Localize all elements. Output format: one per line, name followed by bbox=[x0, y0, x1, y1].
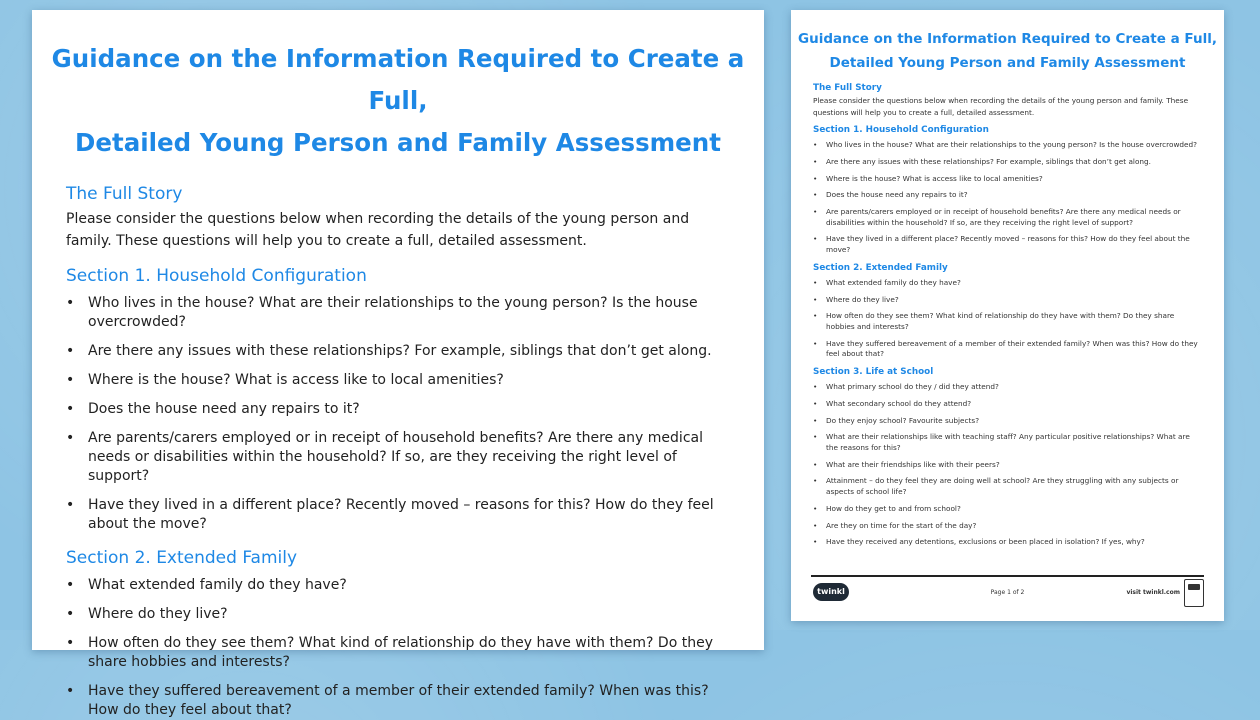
preview-section-3-heading: Section 3. Life at School bbox=[813, 366, 934, 377]
document-page-zoomed bbox=[32, 10, 764, 718]
list-item: • Have they suffered bereavement of a member of their extended family? When was this? How do they feel about that? bbox=[813, 339, 1202, 360]
list-item: • Does the house need any repairs to it? bbox=[813, 190, 1202, 201]
list-item: • Where do they live? bbox=[813, 295, 1202, 306]
list-item: • Who lives in the house? What are their relationships to the young person? Is the house overcrowded? bbox=[813, 140, 1202, 151]
preview-title-line-2: Detailed Young Person and Family Assessment bbox=[829, 55, 1186, 71]
preview-section-2-list bbox=[813, 278, 1202, 360]
preview-section-1-heading: Section 1. Household Configuration bbox=[813, 125, 989, 135]
list-item: • Does the house need any repairs to it? bbox=[66, 400, 730, 419]
document-title-line-2: Detailed Young Person and Family Assessment bbox=[75, 128, 721, 157]
full-story-heading: The Full Story bbox=[66, 184, 183, 204]
section-2-heading: Section 2. Extended Family bbox=[66, 548, 298, 568]
page-number: Page 1 of 2 bbox=[990, 589, 1025, 596]
preview-full-story-heading: The Full Story bbox=[813, 83, 882, 93]
document-title-line-1: Guidance on the Information Required to Create a Full, bbox=[51, 44, 745, 115]
list-item: • How often do they see them? What kind of relationship do they have with them? Do they share hobbies and interests? bbox=[66, 634, 730, 672]
full-story-text: Please consider the questions below when recording the details of the young person and family. These questions will help you to create a full, detailed assessment. bbox=[66, 211, 690, 249]
footer-divider bbox=[811, 575, 1204, 577]
section-1-list bbox=[66, 294, 730, 534]
list-item: • Have they lived in a different place? Recently moved – reasons for this? How do they feel about the move? bbox=[66, 496, 730, 534]
list-item: • What are their friendships like with their peers? bbox=[813, 460, 1202, 471]
list-item: • Are there any issues with these relationships? For example, siblings that don’t get along. bbox=[66, 342, 730, 361]
document-page-preview bbox=[791, 10, 1224, 621]
preview-section-3-list bbox=[813, 382, 1202, 548]
list-item: • Where do they live? bbox=[66, 605, 730, 624]
list-item: • How do they get to and from school? bbox=[813, 504, 1202, 515]
twinkl-logo: twinkl bbox=[813, 583, 849, 601]
list-item: • What secondary school do they attend? bbox=[813, 399, 1202, 410]
document-title bbox=[32, 38, 764, 164]
list-item: • What are their relationships like with teaching staff? Any particular positive relationships? What are the reasons for this? bbox=[813, 432, 1202, 453]
list-item: • What primary school do they / did they attend? bbox=[813, 382, 1202, 393]
section-2-list bbox=[66, 576, 730, 720]
list-item: • Where is the house? What is access like to local amenities? bbox=[813, 174, 1202, 185]
list-item: • Have they received any detentions, exclusions or been placed in isolation? If yes, why? bbox=[813, 537, 1202, 548]
list-item: • Have they lived in a different place? Recently moved – reasons for this? How do they feel about the move? bbox=[813, 234, 1202, 255]
site-link: visit twinkl.com bbox=[1126, 589, 1180, 596]
document-body bbox=[32, 182, 764, 720]
list-item: • Are parents/carers employed or in receipt of household benefits? Are there any medical needs or disabilities within the household? If so, are they receiving the right level of support? bbox=[813, 207, 1202, 228]
list-item: • Are they on time for the start of the day? bbox=[813, 521, 1202, 532]
list-item: • Are there any issues with these relationships? For example, siblings that don’t get along. bbox=[813, 157, 1202, 168]
preview-section-1-list bbox=[813, 140, 1202, 255]
section-1-heading: Section 1. Household Configuration bbox=[66, 266, 367, 286]
list-item: • Do they enjoy school? Favourite subjects? bbox=[813, 416, 1202, 427]
preview-title bbox=[791, 27, 1224, 75]
list-item: • What extended family do they have? bbox=[66, 576, 730, 595]
preview-full-story-text: Please consider the questions below when recording the details of the young person and family. These questions will help you to create a full, detailed assessment. bbox=[813, 96, 1189, 117]
list-item: • Who lives in the house? What are their relationships to the young person? Is the house overcrowded? bbox=[66, 294, 730, 332]
quality-badge-icon bbox=[1184, 579, 1204, 607]
list-item: • Where is the house? What is access like to local amenities? bbox=[66, 371, 730, 390]
list-item: • Have they suffered bereavement of a member of their extended family? When was this? How do they feel about that? bbox=[66, 682, 730, 720]
preview-title-line-1: Guidance on the Information Required to Create a Full, bbox=[798, 31, 1217, 47]
list-item: • How often do they see them? What kind of relationship do they have with them? Do they share hobbies and interests? bbox=[813, 311, 1202, 332]
preview-body bbox=[791, 82, 1224, 548]
page-footer bbox=[811, 575, 1204, 609]
list-item: • Attainment – do they feel they are doing well at school? Are they struggling with any subjects or aspects of school life? bbox=[813, 476, 1202, 497]
list-item: • What extended family do they have? bbox=[813, 278, 1202, 289]
list-item: • Are parents/carers employed or in receipt of household benefits? Are there any medical needs or disabilities within the household? If so, are they receiving the right level of support? bbox=[66, 429, 730, 486]
preview-section-2-heading: Section 2. Extended Family bbox=[813, 262, 948, 273]
